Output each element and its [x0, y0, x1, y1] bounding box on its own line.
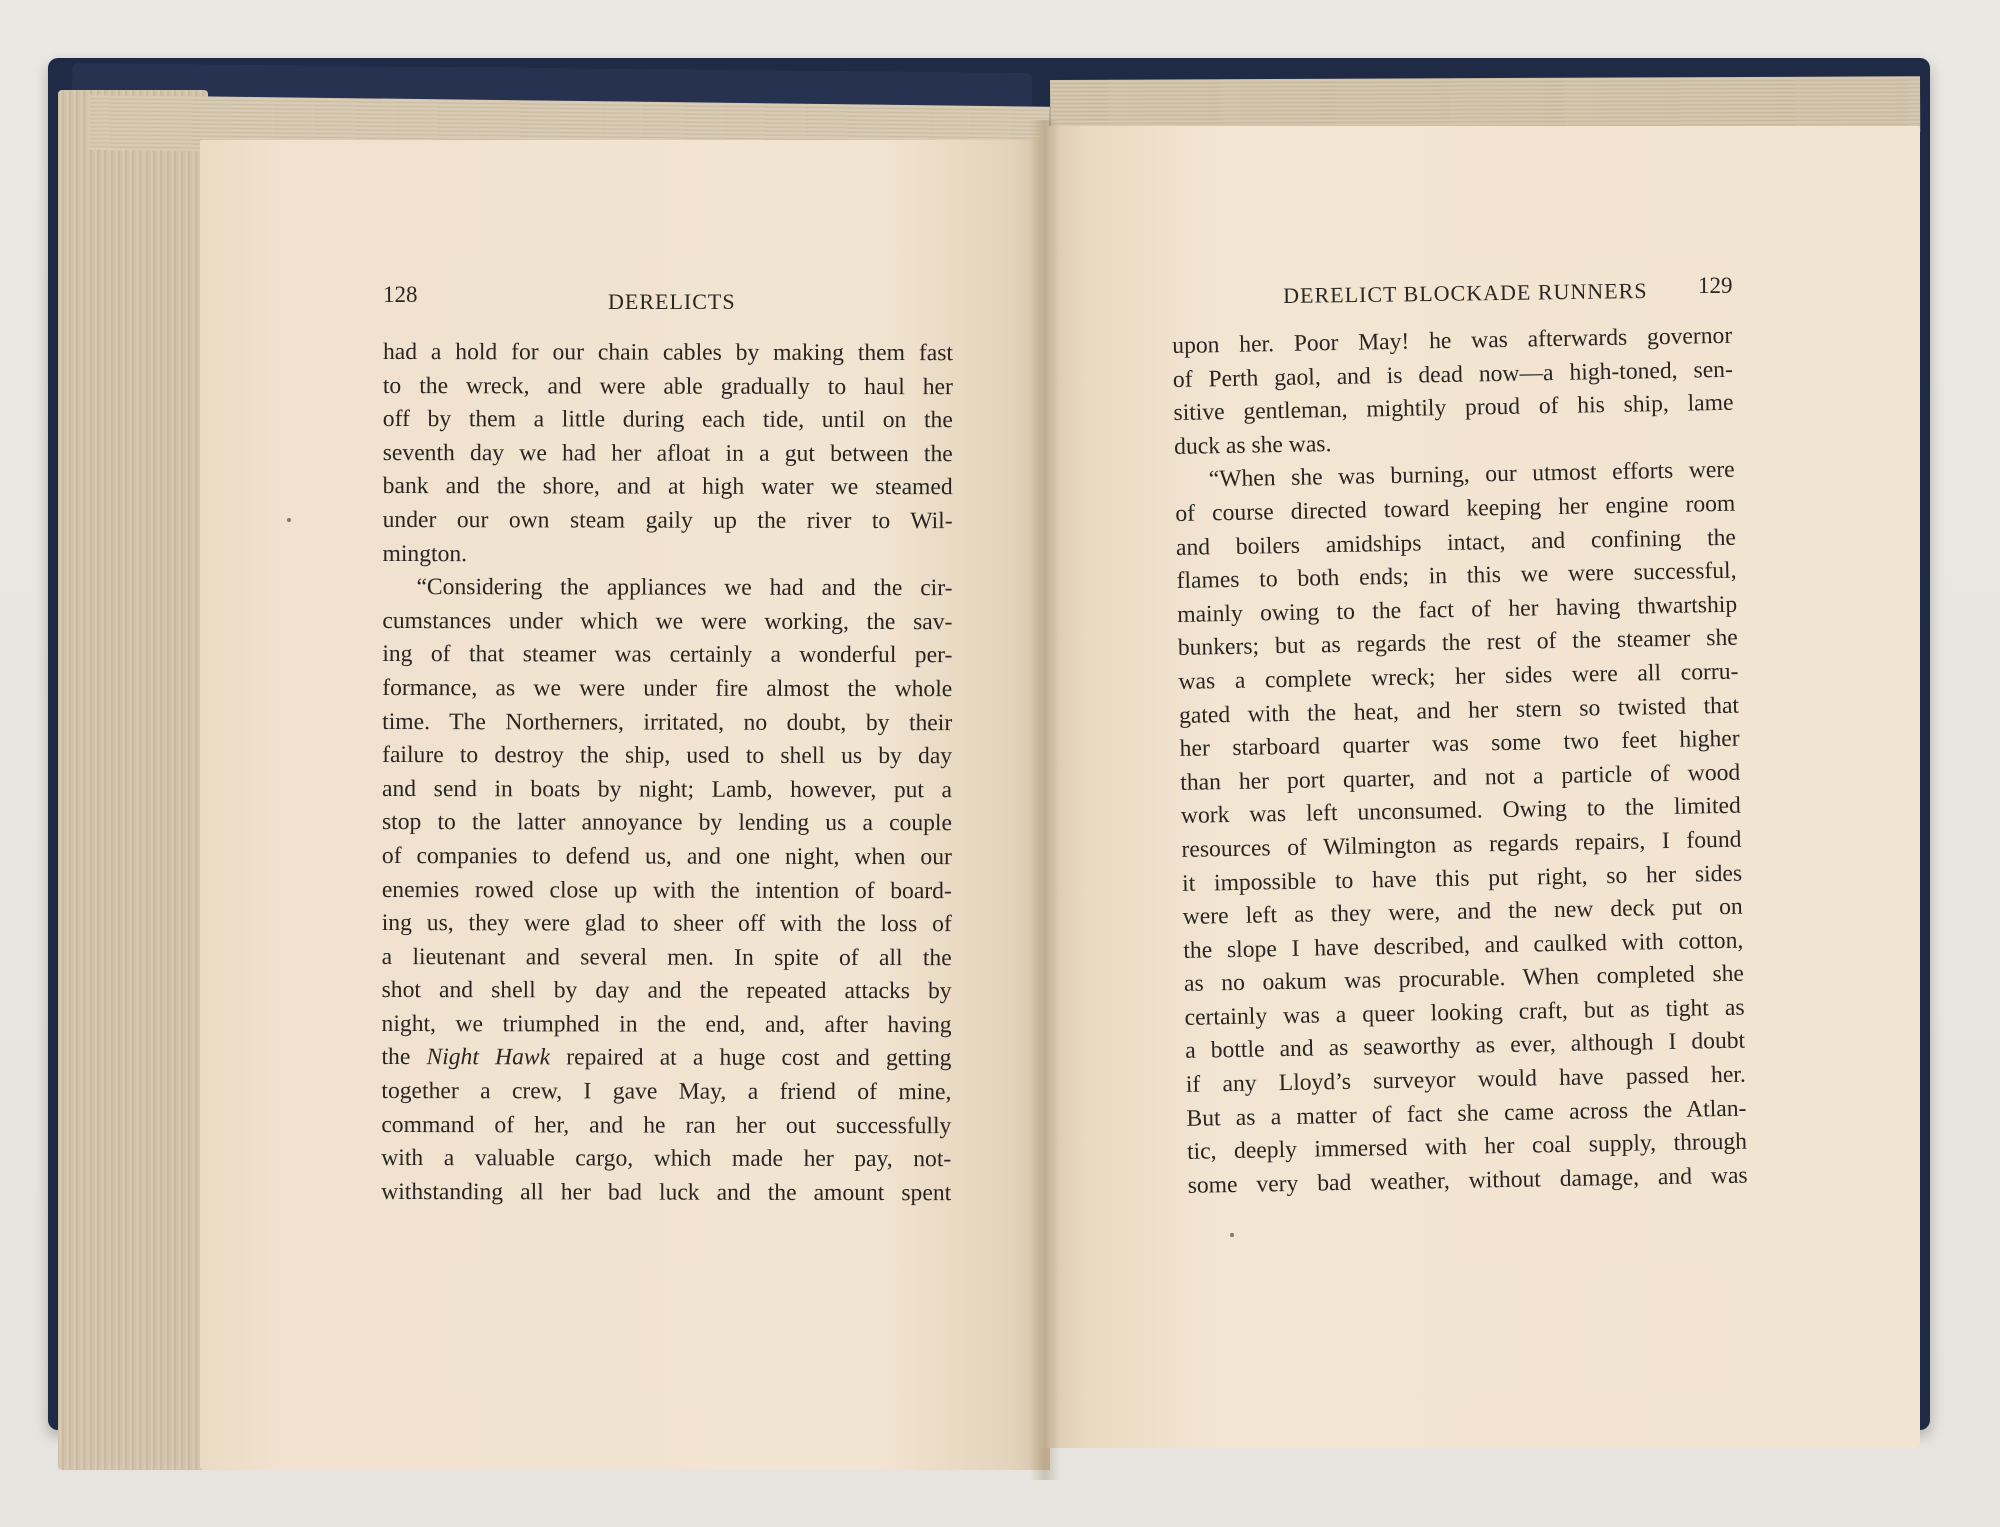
book-gutter — [1030, 120, 1060, 1480]
page-speck — [287, 518, 291, 522]
text-line: together a crew, I gave May, a friend of mine, — [381, 1078, 952, 1106]
text-line: it impossible to have this put right, so her sides — [1181, 860, 1743, 897]
text-line: ing of that steamer was certainly a wonderful per- — [382, 641, 953, 669]
text-line: off by them a little during each tide, until on the — [382, 406, 953, 434]
right-page-number: 129 — [1698, 273, 1733, 298]
text-line: to the wreck, and were able gradually to haul her — [382, 372, 953, 400]
right-page-text — [1172, 320, 1748, 1204]
text-line: cumstances under which we were working, the sav- — [382, 607, 953, 635]
text-line: a lieutenant and several men. In spite of all the — [381, 943, 952, 971]
text-line: of course directed toward keeping her engine room — [1175, 490, 1736, 527]
text-line: time. The Northerners, irritated, no doubt, by their — [382, 708, 953, 736]
text-line: work was left unconsumed. Owing to the limited — [1180, 792, 1742, 830]
text-line: gated with the heat, and her stern so twisted that — [1178, 692, 1740, 729]
text-line: “When she was burning, our utmost efforts were — [1208, 457, 1735, 493]
text-line: under our own steam gaily up the river to Wil- — [382, 506, 953, 535]
text-line: stop to the latter annoyance by lending us a couple — [381, 809, 953, 837]
text-line: upon her. Poor May! he was afterwards governor — [1172, 322, 1733, 359]
text-line: command of her, and he ran her out successfully — [381, 1111, 952, 1139]
text-line: “Considering the appliances we had and the cir- — [416, 574, 953, 602]
text-line: of companies to defend us, and one night, when our — [381, 842, 952, 871]
text-line: of Perth gaol, and is dead now—a high-toned, sen- — [1172, 356, 1734, 393]
right-running-head: DERELICT BLOCKADE RUNNERS — [1283, 277, 1648, 308]
ship-name: Night Hawk — [426, 1044, 551, 1071]
text-line: a bottle and as seaworthy as ever, although I doubt — [1184, 1028, 1746, 1065]
text-fragment: the — [381, 1044, 427, 1071]
left-running-head: DERELICTS — [608, 289, 736, 314]
text-line: were left as they were, and the new deck put on — [1182, 893, 1743, 930]
text-line: ing us, they were glad to sheer off with the loss of — [381, 910, 952, 938]
text-line: seventh day we had her afloat in a gut between the — [382, 439, 953, 467]
text-line: formance, as we were under fire almost the whole — [382, 674, 953, 703]
text-line: failure to destroy the ship, used to shell us by day — [382, 742, 953, 770]
text-line: enemies rowed close up with the intention of board- — [381, 876, 952, 904]
text-line: had a hold for our chain cables by making them fast — [382, 339, 953, 367]
text-line: bunkers; but as regards the rest of the steamer she — [1177, 625, 1738, 662]
text-line: mington. — [382, 540, 468, 567]
text-line: if any Lloyd’s surveyor would have passed her. — [1185, 1061, 1746, 1098]
left-page-number: 128 — [383, 282, 418, 307]
text-line: certainly was a queer looking craft, but as tight as — [1184, 994, 1745, 1031]
page-speck — [1230, 1233, 1234, 1237]
text-line: and boilers amidships intact, and confining the — [1175, 524, 1737, 561]
text-line: withstanding all her bad luck and the amount spent — [381, 1178, 952, 1207]
text-line: night, we triumphed in the end, and, after having — [381, 1010, 952, 1039]
text-line: her starboard quarter was some two feet higher — [1179, 725, 1740, 763]
text-line: than her port quarter, and not a particle of wood — [1180, 759, 1741, 796]
left-page-edges — [58, 90, 208, 1470]
text-line: was a complete wreck; her sides were all corru- — [1178, 658, 1739, 695]
text-line: and send in boats by night; Lamb, however, put a — [382, 775, 953, 803]
text-line: flames to both ends; in this we were successful, — [1176, 557, 1737, 595]
text-line: sitive gentleman, mightily proud of his ship, lame — [1173, 389, 1734, 427]
text-line: tic, deeply immersed with her coal supply, through — [1186, 1128, 1748, 1166]
text-line: resources of Wilmington as regards repairs, I found — [1181, 826, 1742, 863]
text-line: bank and the shore, and at high water we steamed — [382, 473, 953, 501]
text-line-with-title — [381, 1041, 951, 1076]
text-line: shot and shell by day and the repeated attacks by — [381, 977, 952, 1005]
left-page-text — [381, 336, 953, 1211]
text-line: duck as she was. — [1173, 430, 1332, 460]
text-line: with a valuable cargo, which made her pay, not- — [381, 1145, 952, 1173]
text-line: as no oakum was procurable. When completed she — [1183, 960, 1745, 998]
text-line: But as a matter of fact she came across the Atlan- — [1186, 1095, 1747, 1132]
text-line: mainly owing to the fact of her having thwartship — [1176, 591, 1738, 628]
text-fragment: repaired at a huge cost and getting — [550, 1044, 952, 1072]
text-line: the slope I have described, and caulked with cotton, — [1183, 927, 1744, 964]
text-line: some very bad weather, without damage, and was — [1187, 1162, 1748, 1199]
